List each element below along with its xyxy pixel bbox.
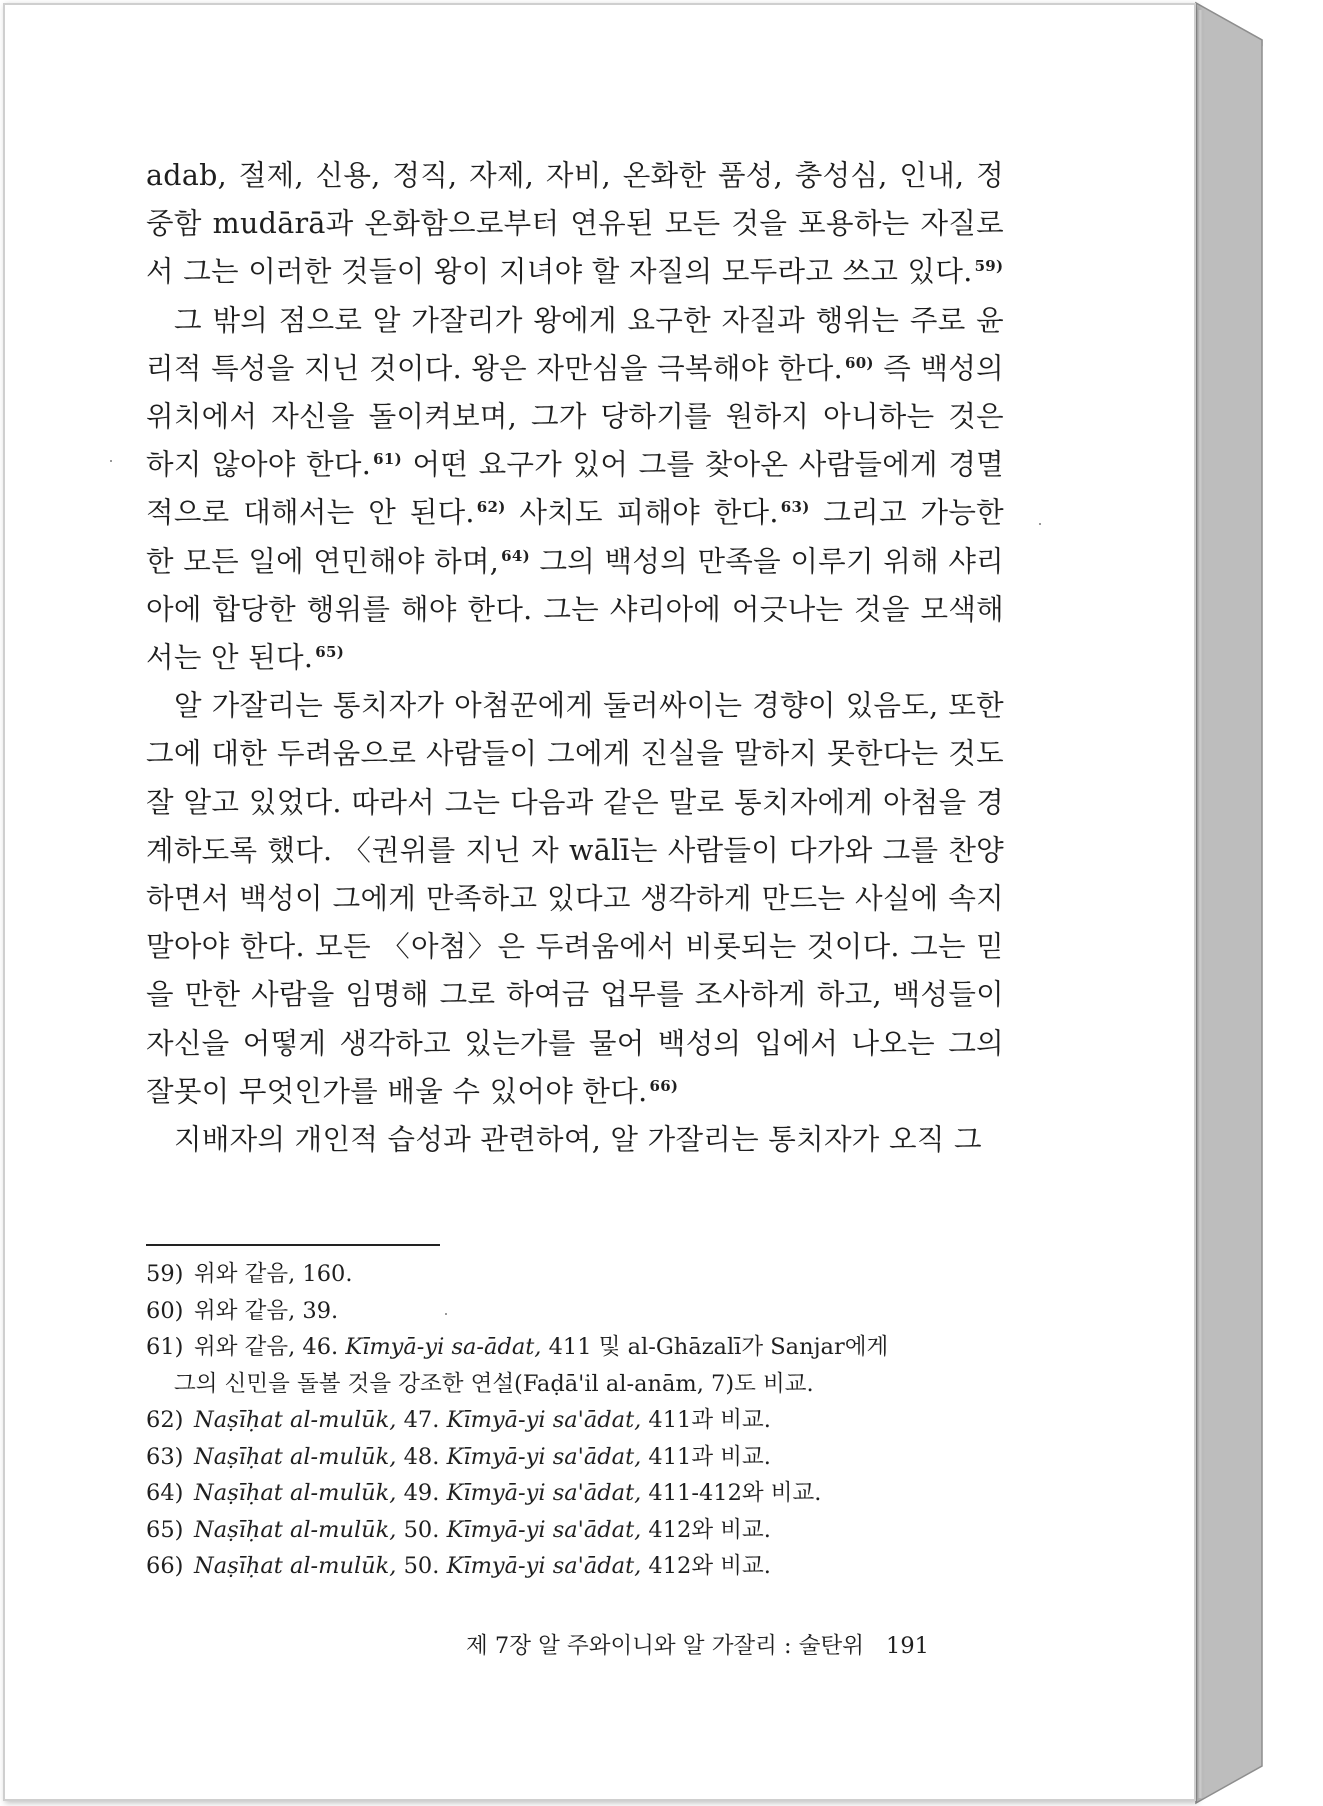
footnote-title: Kīmyā-yi sa'ādat, xyxy=(446,1407,642,1433)
footnote-text: 50. xyxy=(396,1553,447,1579)
footnote xyxy=(146,1475,1004,1512)
footnote-title: Naṣīḥat al-mulūk, xyxy=(194,1407,397,1433)
footnote-title: Kīmyā-yi sa'ādat, xyxy=(446,1443,642,1470)
body-text xyxy=(146,152,1004,1164)
footnote xyxy=(146,1439,1004,1476)
footnote-text: 위와 같음, 160. xyxy=(194,1261,353,1287)
footnote-text: 50. xyxy=(396,1516,447,1543)
paragraph-text: adab, 절제, 신용, 정직, 자제, 자비, 온화한 품성, 충성심, 인내, 정중함 mudārā과 온화함으로부터 연유된 모든 것을 포용하는 자질로서 그는 이러한 것들이 왕이 지녀야 할 자질의 모두라고 쓰고 있다. xyxy=(146,159,1004,289)
paragraph-text: 그리고 가능한 한 모든 일에 연민해야 하며, xyxy=(146,496,1004,578)
footnote xyxy=(146,1329,1004,1402)
footnote-title: Kīmyā-yi sa'ādat, xyxy=(446,1553,642,1579)
footnote-reference: 62) xyxy=(476,498,506,517)
footnote-reference: 59) xyxy=(974,257,1004,276)
footnote-text: 48. xyxy=(396,1443,447,1470)
paragraph-text: 즉 백성의 위치에서 자신을 돌이켜보며, 그가 당하기를 원하지 아니하는 것은 하지 않아야 한다. xyxy=(146,351,1004,482)
footnote-text: 411 및 al-Ghāzalī가 Sanjar에게 xyxy=(541,1334,889,1360)
paragraph-text: 사치도 피해야 한다. xyxy=(505,496,779,530)
footnote-title: Kīmyā-yi sa'ādat, xyxy=(446,1480,642,1506)
footnote-text: 49. xyxy=(396,1480,447,1506)
footnote-reference: 61) xyxy=(373,450,402,469)
footnote xyxy=(146,1512,1004,1549)
paragraph xyxy=(146,152,1004,297)
paragraph-text: 그의 백성의 만족을 이루기 위해 샤리아에 합당한 행위를 해야 한다. 그는 샤리아에 어긋나는 것을 모색해서는 안 된다. xyxy=(146,544,1004,675)
footnote-title: Naṣīḥat al-mulūk, xyxy=(194,1480,397,1506)
paragraph xyxy=(146,682,1004,1116)
footnote xyxy=(146,1293,1004,1330)
footnote-number: 59) xyxy=(146,1261,184,1287)
footnote-number: 63) xyxy=(146,1443,184,1470)
footnote-reference: 64) xyxy=(501,546,531,565)
scan-speck xyxy=(110,460,112,462)
footnote-text: 47. xyxy=(396,1407,447,1433)
footnote-text: 411과 비교. xyxy=(641,1443,771,1470)
running-footer xyxy=(466,1628,929,1660)
footnote-text: 위와 같음, 39. xyxy=(194,1297,339,1324)
scan-speck xyxy=(1039,523,1041,525)
paragraph-text: 지배자의 개인적 습성과 관련하여, 알 가잘리는 통치자가 오직 그 xyxy=(174,1123,982,1157)
paragraph-text: 그 밖의 점으로 알 가잘리가 왕에게 요구한 자질과 행위는 주로 윤리적 특성을 지닌 것이다. 왕은 자만심을 극복해야 한다. xyxy=(146,303,1004,385)
footnote-number: 61) xyxy=(146,1334,184,1360)
footnote-reference: 66) xyxy=(649,1076,679,1095)
footnote-text: 412와 비교. xyxy=(641,1516,771,1543)
footnote-text: 411-412와 비교. xyxy=(641,1480,822,1506)
footnote-title: Kīmyā-yi sa'ādat, xyxy=(446,1516,642,1543)
footnote-separator xyxy=(146,1244,440,1246)
paragraph-text: 알 가잘리는 통치자가 아첨꾼에게 둘러싸이는 경향이 있음도, 또한 그에 대한 두려움으로 사람들이 그에게 진실을 말하지 못한다는 것도 잘 알고 있었다. 따라서 그는 다음과 같은 말로 통치자에게 아첨을 경계하도록 했다. 〈권위를 지닌 자 wālī는 사람들이 다가와 그를 찬양하면서 백성이 그에게 만족하고 있다고 생각하게 만드는 사실에 속지 말아야 한다. 모든 〈아첨〉은 두려움에서 비롯되는 것이다. 그는 믿을 만한 사람을 임명해 그로 하여금 업무를 조사하게 하고, 백성들이 자신을 어떻게 생각하고 있는가를 물어 백성의 입에서 나오는 그의 잘못이 무엇인가를 배울 수 있어야 한다. xyxy=(146,689,1004,1108)
book-side-edge xyxy=(1196,3,1262,1803)
footnote-number: 65) xyxy=(146,1516,184,1543)
footnote-title: Naṣīḥat al-mulūk, xyxy=(194,1443,397,1470)
footnote-reference: 63) xyxy=(780,498,810,517)
footnote-number: 60) xyxy=(146,1297,184,1324)
footnote xyxy=(146,1256,1004,1293)
footnote-reference: 65) xyxy=(315,643,345,662)
footnote-title: Naṣīḥat al-mulūk, xyxy=(194,1553,397,1579)
page-number: 191 xyxy=(886,1633,929,1659)
footnote-reference: 60) xyxy=(844,353,874,372)
footnote-text: 412와 비교. xyxy=(641,1553,771,1579)
paragraph-text: 어떤 요구가 있어 그를 찾아온 사람들에게 경멸적으로 대해서는 안 된다. xyxy=(146,448,1004,530)
footnote-title: Naṣīḥat al-mulūk, xyxy=(194,1516,397,1543)
paragraph xyxy=(146,297,1004,683)
footnote-number: 62) xyxy=(146,1407,184,1433)
footnote xyxy=(146,1548,1004,1585)
paragraph xyxy=(146,1116,1004,1164)
footnote-text: 위와 같음, 46. xyxy=(194,1334,346,1360)
footnote-number: 64) xyxy=(146,1480,184,1506)
footnote-text: 411과 비교. xyxy=(641,1407,771,1433)
footnote xyxy=(146,1402,1004,1439)
chapter-title: 제 7장 알 주와이니와 알 가잘리 : 술탄위 xyxy=(466,1633,864,1659)
footnote-continuation: 그의 신민을 돌볼 것을 강조한 연설(Faḍā'il al-anām, 7)도 비교. xyxy=(174,1370,814,1397)
footnote-title: Kīmyā-yi sa-ādat, xyxy=(345,1334,542,1360)
footnote-number: 66) xyxy=(146,1553,184,1579)
footnotes xyxy=(146,1256,1004,1585)
